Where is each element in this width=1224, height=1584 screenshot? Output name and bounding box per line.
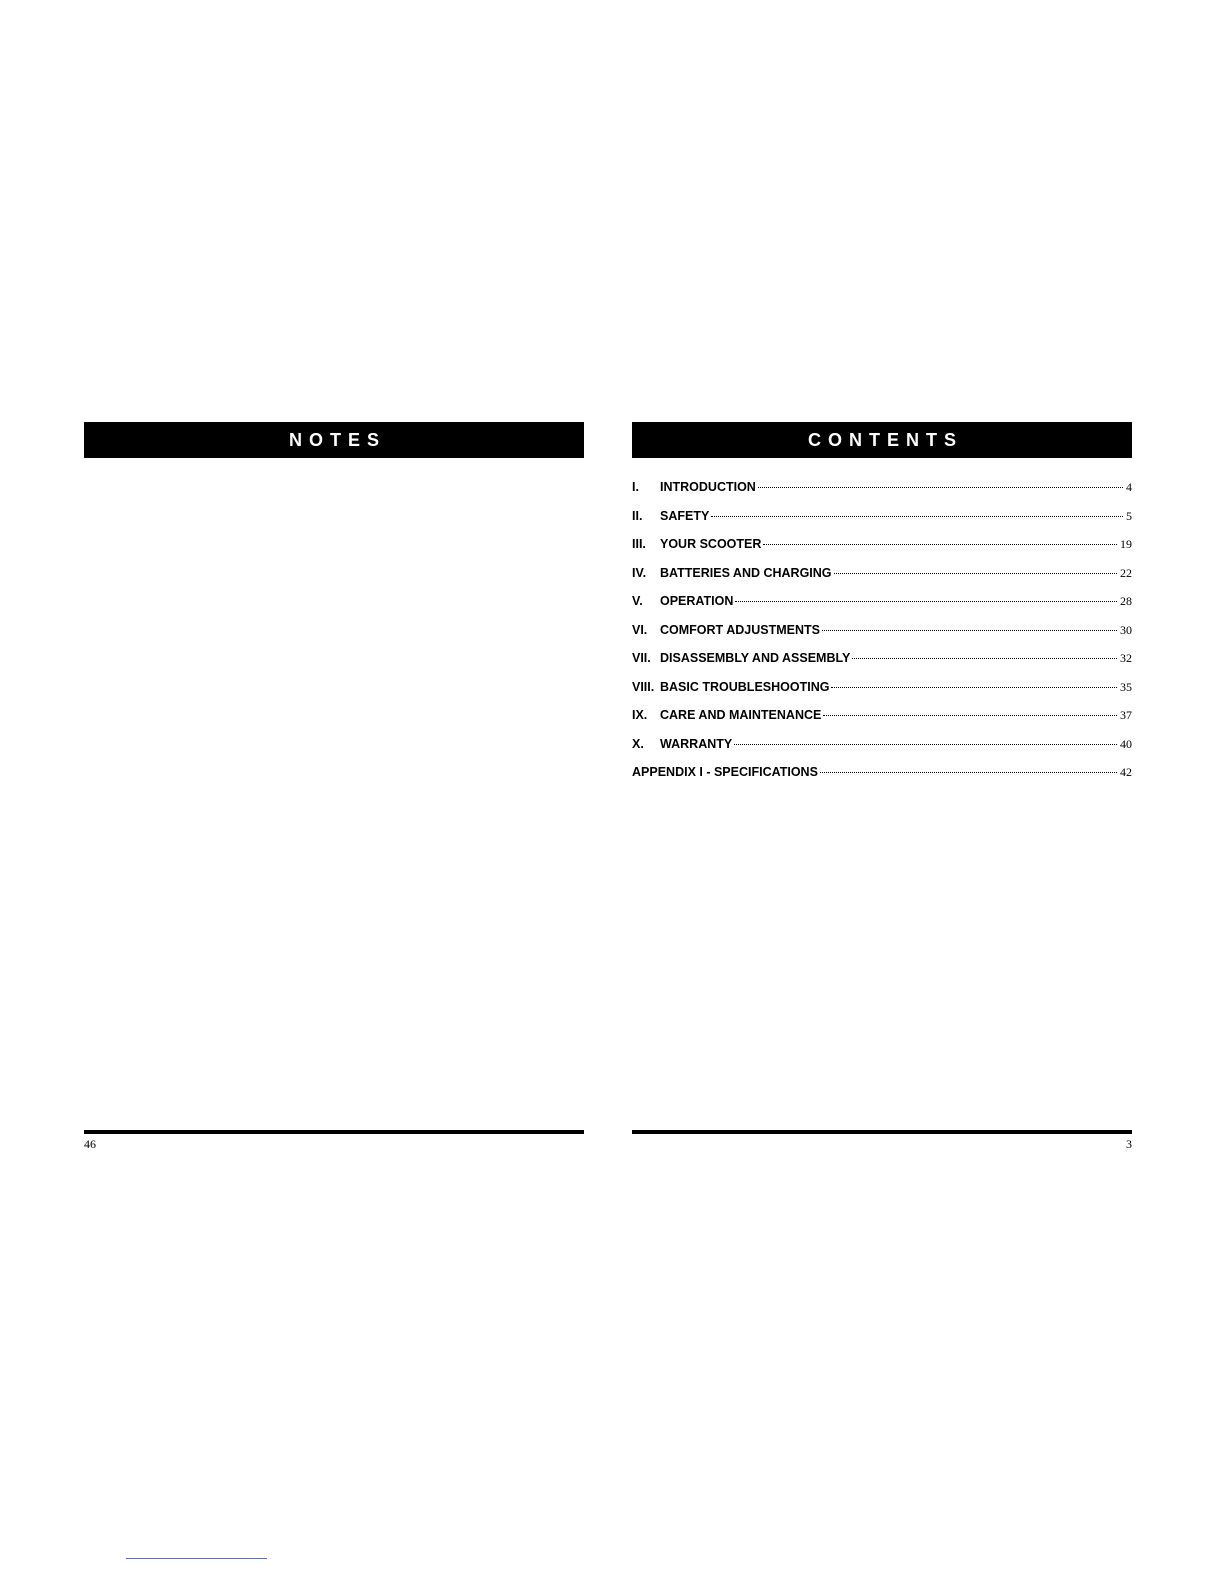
page-number-left: 46 — [84, 1137, 96, 1151]
toc-entry-number: IX. — [632, 708, 648, 722]
toc-entry-label: BATTERIES AND CHARGING — [660, 565, 832, 580]
toc-dot-leader — [822, 630, 1117, 631]
table-of-contents — [632, 480, 1132, 794]
notes-title-bar — [84, 422, 584, 458]
page-number-right: 3 — [1126, 1137, 1132, 1151]
toc-dot-leader — [734, 744, 1117, 745]
toc-dot-leader — [711, 516, 1123, 517]
toc-entry-label: INTRODUCTION — [660, 480, 756, 494]
toc-entry-label: WARRANTY — [660, 736, 733, 751]
toc-entry-basic-troubleshooting[interactable] — [632, 680, 1132, 709]
toc-entry-number: IV. — [632, 565, 647, 580]
toc-dot-leader — [852, 658, 1117, 659]
toc-dot-leader — [820, 772, 1117, 773]
toc-entry-disassembly-and-assembly[interactable] — [632, 651, 1132, 680]
toc-dot-leader — [831, 687, 1117, 688]
toc-entry-label: SAFETY — [660, 508, 710, 523]
toc-entry-appendix-specifications[interactable] — [632, 765, 1132, 794]
toc-entry-page: 30 — [1120, 622, 1132, 637]
toc-entry-page: 5 — [1126, 508, 1132, 523]
toc-dot-leader — [823, 715, 1117, 716]
toc-entry-label: CARE AND MAINTENANCE — [660, 708, 822, 722]
toc-entry-page: 37 — [1120, 708, 1132, 722]
toc-dot-leader — [763, 544, 1117, 545]
toc-entry-page: 35 — [1120, 679, 1132, 694]
toc-dot-leader — [758, 487, 1123, 488]
toc-entry-label: COMFORT ADJUSTMENTS — [660, 622, 820, 637]
contents-title-bar — [632, 422, 1132, 458]
toc-entry-page: 22 — [1120, 565, 1132, 580]
footer-rule-left — [84, 1130, 584, 1134]
toc-entry-page: 19 — [1120, 537, 1132, 551]
toc-entry-care-and-maintenance[interactable] — [632, 708, 1132, 737]
toc-dot-leader — [834, 573, 1117, 574]
toc-entry-page: 28 — [1120, 594, 1132, 608]
toc-entry-label: YOUR SCOOTER — [660, 537, 762, 551]
contents-title: CONTENTS — [808, 429, 963, 450]
contents-page — [632, 0, 1132, 1584]
toc-entry-number: I. — [632, 480, 639, 494]
toc-entry-number: VI. — [632, 622, 648, 637]
toc-entry-comfort-adjustments[interactable] — [632, 623, 1132, 652]
toc-entry-your-scooter[interactable] — [632, 537, 1132, 566]
toc-entry-number: III. — [632, 537, 646, 551]
notes-page — [84, 0, 584, 1584]
toc-entry-number: II. — [632, 508, 643, 523]
toc-entry-page: 40 — [1120, 736, 1132, 751]
toc-dot-leader — [735, 601, 1117, 602]
toc-entry-page: 32 — [1120, 651, 1132, 665]
toc-entry-number: V. — [632, 594, 643, 608]
notes-title: NOTES — [288, 429, 386, 450]
toc-entry-page: 42 — [1120, 765, 1132, 779]
toc-entry-introduction[interactable] — [632, 480, 1132, 509]
toc-entry-warranty[interactable] — [632, 737, 1132, 766]
link-underline — [126, 1558, 267, 1559]
toc-entry-label: APPENDIX I - SPECIFICATIONS — [632, 765, 818, 779]
toc-entry-label: BASIC TROUBLESHOOTING — [660, 679, 830, 694]
toc-entry-page: 4 — [1126, 480, 1132, 494]
toc-entry-number: VII. — [632, 651, 651, 665]
toc-entry-number: X. — [632, 736, 644, 751]
footer-rule-right — [632, 1130, 1132, 1134]
toc-entry-batteries-and-charging[interactable] — [632, 566, 1132, 595]
toc-entry-safety[interactable] — [632, 509, 1132, 538]
toc-entry-number: VIII. — [632, 679, 655, 694]
toc-entry-operation[interactable] — [632, 594, 1132, 623]
toc-entry-label: DISASSEMBLY AND ASSEMBLY — [660, 651, 851, 665]
toc-entry-label: OPERATION — [660, 594, 734, 608]
